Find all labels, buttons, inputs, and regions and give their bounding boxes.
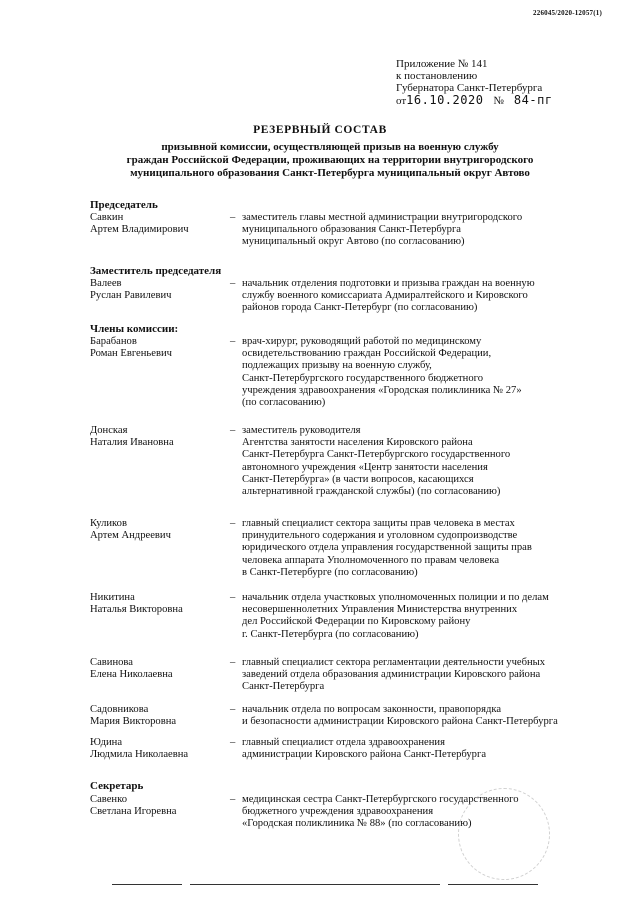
member-name — [90, 336, 230, 360]
footer-rule — [448, 884, 538, 885]
section-secretary: Секретарь — [90, 780, 144, 792]
member-given-names: Артем Андреевич — [90, 530, 171, 542]
member-surname: Барабанов — [90, 336, 137, 347]
member-name — [90, 212, 230, 236]
member-given-names: Наталия Ивановна — [90, 437, 174, 449]
member-name — [90, 794, 230, 818]
position-line: заведений отдела образования администрации Кировского района — [242, 669, 541, 681]
dash-separator: – — [230, 737, 236, 748]
decree-date: 16.10.2020 — [406, 93, 484, 107]
dash-separator: – — [230, 704, 236, 715]
member-name — [90, 737, 230, 761]
position-line: бюджетного учреждения здравоохранения — [242, 806, 434, 818]
appendix-block — [396, 58, 553, 107]
appendix-number: Приложение № 141 — [396, 58, 488, 70]
member-position — [242, 737, 618, 761]
position-line: «Городская поликлиника № 88» (по согласованию) — [242, 818, 472, 830]
member-position — [242, 704, 618, 728]
position-line: главный специалист сектора регламентации деятельности учебных — [242, 657, 546, 668]
position-line: дел Российской Федерации по Кировскому району — [242, 616, 471, 628]
position-line: муниципального образования Санкт-Петербурга — [242, 224, 461, 236]
position-line: подлежащих призыву на военную службу, — [242, 360, 432, 372]
position-line: и безопасности администрации Кировского района Санкт-Петербурга — [242, 716, 558, 728]
member-position — [242, 278, 618, 315]
position-line: освидетельствованию граждан Российской Федерации, — [242, 348, 492, 360]
member-given-names: Роман Евгеньевич — [90, 348, 172, 360]
footer-rule — [112, 884, 182, 885]
footer-rule — [190, 884, 440, 885]
dash-separator: – — [230, 657, 236, 668]
position-line: начальник отдела по вопросам законности, правопорядка — [242, 704, 502, 715]
dash-separator: – — [230, 278, 236, 289]
position-line: г. Санкт-Петербурга (по согласованию) — [242, 628, 419, 640]
date-prefix: от — [396, 95, 407, 107]
member-position — [242, 518, 618, 579]
member-name — [90, 278, 230, 302]
position-line: в Санкт-Петербурге (по согласованию) — [242, 566, 418, 578]
subtitle-line: призывной комиссии, осуществляющей призыв на военную службу — [161, 141, 499, 153]
position-line: начальник отделения подготовки и призыва граждан на военную — [242, 278, 535, 289]
dash-separator: – — [230, 425, 236, 436]
position-line: Санкт-Петербурга Санкт-Петербургского государственного — [242, 449, 511, 461]
section-chair: Председатель — [90, 199, 158, 211]
member-position — [242, 657, 618, 694]
position-line: службу военного комиссариата Адмиралтейского и Кировского — [242, 290, 528, 302]
document-number: 226045/2020-12057(1) — [533, 9, 602, 17]
position-line: несовершеннолетних Управления Министерства внутренних — [242, 604, 518, 616]
member-surname: Никитина — [90, 592, 135, 603]
position-line: юридического отдела управления государственной защиты прав — [242, 542, 532, 554]
member-given-names: Мария Викторовна — [90, 716, 177, 728]
member-given-names: Елена Николаевна — [90, 669, 173, 681]
position-line: принудительного содержания и уголовном судопроизводстве — [242, 530, 518, 542]
member-position — [242, 336, 618, 409]
position-line: Агентства занятости населения Кировского района — [242, 437, 473, 449]
section-deputy: Заместитель председателя — [90, 265, 222, 277]
member-surname: Донская — [90, 425, 128, 436]
member-surname: Садовникова — [90, 704, 149, 715]
position-line: альтернативной гражданской службы) (по согласованию) — [242, 486, 501, 498]
member-given-names: Наталья Викторовна — [90, 604, 183, 616]
position-line: автономного учреждения «Центр занятости населения — [242, 461, 488, 473]
position-line: главный специалист сектора защиты прав человека в местах — [242, 518, 515, 529]
decree-number: 84-пг — [513, 93, 553, 107]
member-name — [90, 592, 230, 616]
member-surname: Савинова — [90, 657, 133, 668]
member-name — [90, 518, 230, 542]
appendix-ref: к постановлению — [396, 70, 478, 82]
position-line: начальник отдела участковых уполномоченных полиции и по делам — [242, 592, 549, 603]
member-surname: Савкин — [90, 212, 124, 223]
dash-separator: – — [230, 518, 236, 529]
position-line: (по согласованию) — [242, 397, 326, 409]
member-given-names: Руслан Равилевич — [90, 290, 172, 302]
document-title: РЕЗЕРВНЫЙ СОСТАВ — [253, 124, 387, 136]
position-line: администрации Кировского района Санкт-Петербурга — [242, 749, 487, 761]
dash-separator: – — [230, 592, 236, 603]
subtitle-line: муниципального образования Санкт-Петербурга муниципальный округ Автово — [130, 167, 530, 179]
dash-separator: – — [230, 212, 236, 223]
dash-separator: – — [230, 336, 236, 347]
member-name — [90, 657, 230, 681]
number-prefix: № — [493, 95, 504, 107]
position-line: Санкт-Петербурга» (в части вопросов, касающихся — [242, 473, 474, 485]
dash-separator: – — [230, 794, 236, 805]
position-line: заместитель руководителя — [242, 425, 361, 436]
member-position — [242, 592, 618, 641]
seal-stamp — [458, 788, 550, 880]
position-line: человека аппарата Уполномоченного по правам человека — [242, 554, 500, 566]
member-surname: Куликов — [90, 518, 127, 529]
position-line: медицинская сестра Санкт-Петербургского государственного — [242, 794, 519, 805]
position-line: муниципальный округ Автово (по согласованию) — [242, 236, 465, 248]
position-line: районов города Санкт-Петербург (по согласованию) — [242, 302, 478, 314]
member-name — [90, 704, 230, 728]
document-subtitle — [40, 141, 620, 180]
member-position — [242, 212, 618, 249]
member-given-names: Артем Владимирович — [90, 224, 189, 236]
subtitle-line: граждан Российской Федерации, проживающих на территории внутригородского — [126, 154, 534, 166]
member-name — [90, 425, 230, 449]
position-line: Санкт-Петербурга — [242, 681, 325, 693]
position-line: заместитель главы местной администрации внутригородского — [242, 212, 523, 223]
member-given-names: Людмила Николаевна — [90, 749, 189, 761]
member-given-names: Светлана Игоревна — [90, 806, 177, 818]
appendix-authority: Губернатора Санкт-Петербурга — [396, 82, 543, 94]
appendix-date-line — [396, 94, 553, 107]
member-position — [242, 794, 618, 831]
member-position — [242, 425, 618, 498]
member-surname: Валеев — [90, 278, 122, 289]
position-line: Санкт-Петербургского государственного бюджетного — [242, 372, 484, 384]
position-line: учреждения здравоохранения «Городская поликлиника № 27» — [242, 384, 522, 396]
member-surname: Савенко — [90, 794, 127, 805]
position-line: врач-хирург, руководящий работой по медицинскому — [242, 336, 482, 347]
section-members: Члены комиссии: — [90, 323, 179, 335]
member-surname: Юдина — [90, 737, 123, 748]
position-line: главный специалист отдела здравоохранения — [242, 737, 445, 748]
